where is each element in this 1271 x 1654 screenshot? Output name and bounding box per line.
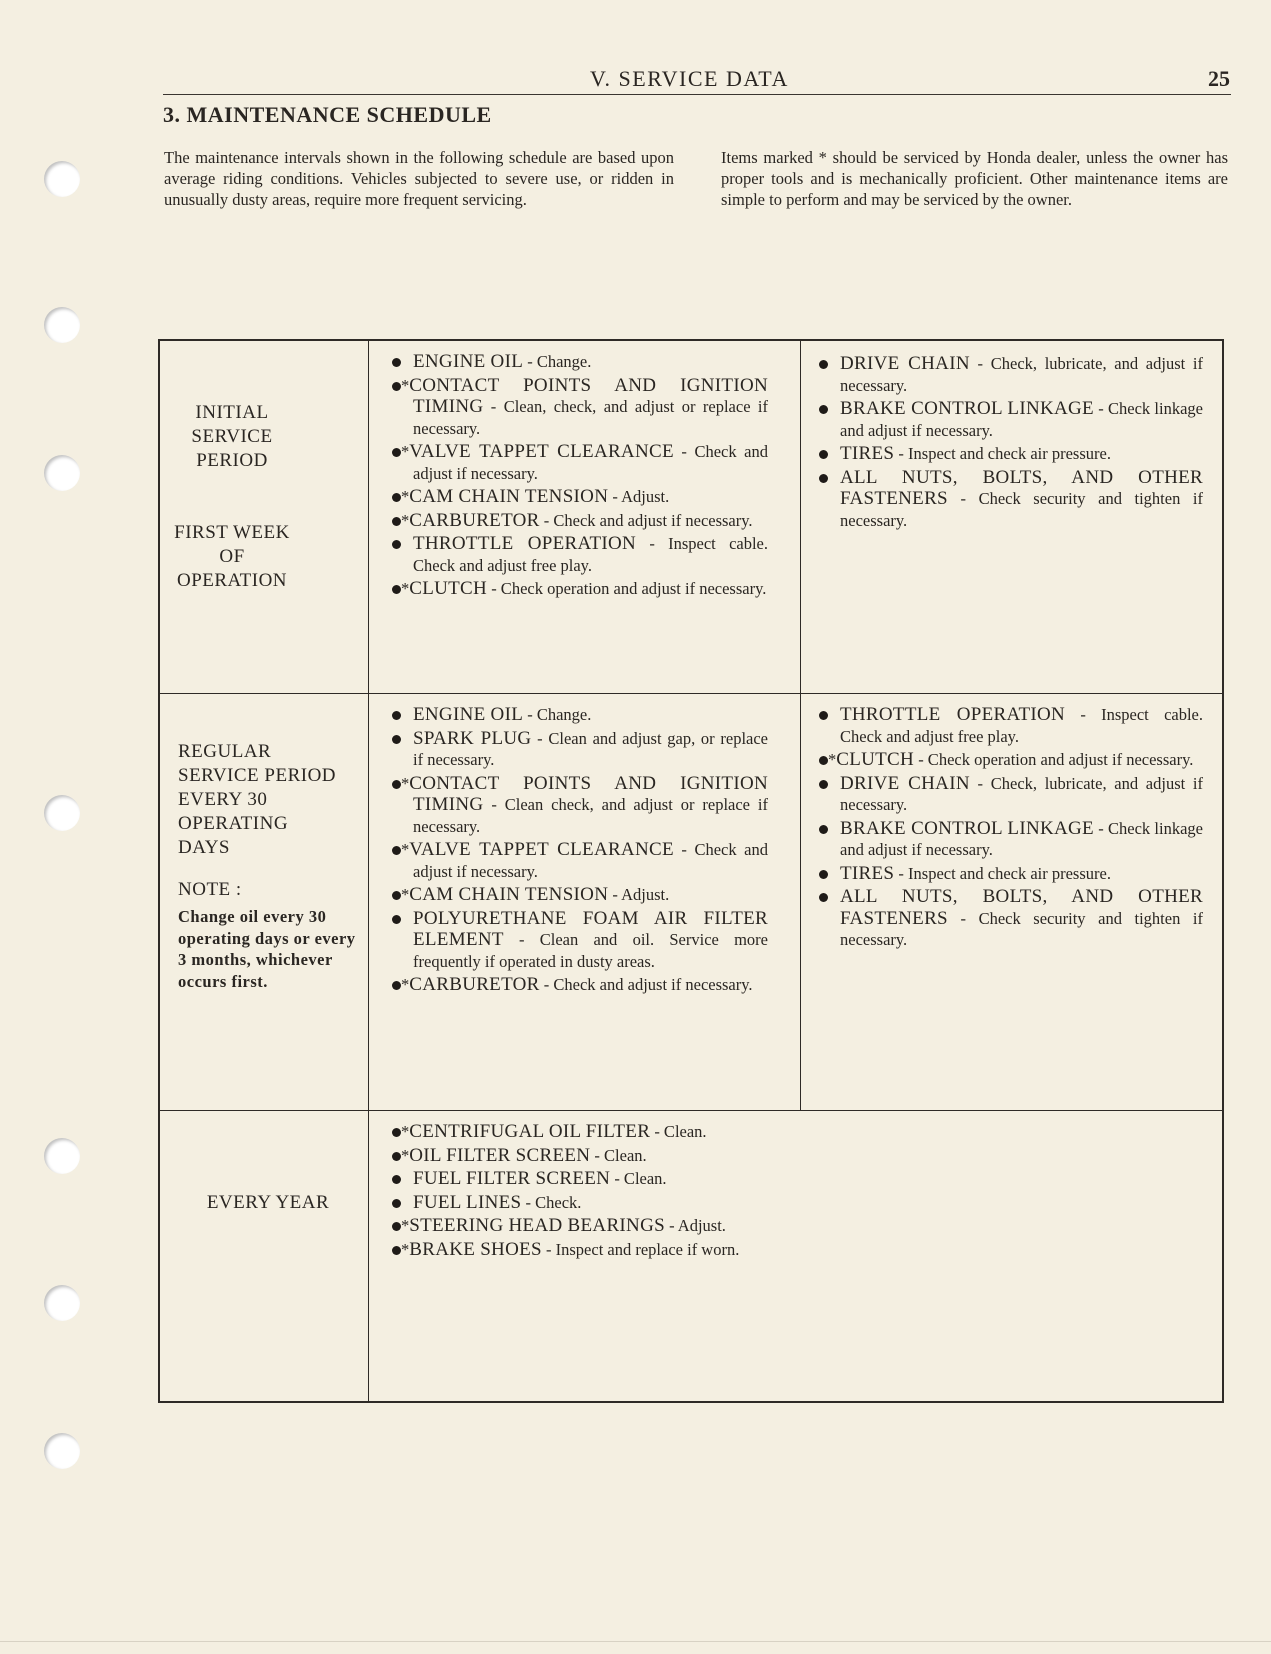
period-label-yearly: EVERY YEAR [206,1192,330,1213]
item-instruction: - Check linkage and adjust if necessary. [840,818,1203,859]
maintenance-schedule-table [158,339,1224,1403]
binder-hole [44,1433,80,1469]
bullet-icon [819,360,828,369]
bullet-icon [392,891,401,900]
item-instruction: - Check and adjust if necessary. [413,840,768,881]
item-name: CLUTCH [409,578,488,599]
bullet-icon [392,1152,401,1161]
dealer-service-marker: * [828,750,837,769]
item-name: BRAKE CONTROL LINKAGE [840,398,1094,419]
item-instruction: - Inspect and check air pressure. [894,444,1111,463]
item-name: FUEL FILTER SCREEN [413,1168,611,1189]
bullet-icon [392,780,401,789]
item-name: THROTTLE OPERATION [413,533,637,554]
schedule-item [388,578,768,600]
item-name: SPARK PLUG [413,727,532,749]
schedule-item [388,375,768,440]
bullet-icon [392,585,401,594]
item-instruction: - Inspect cable. Check and adjust free play. [840,705,1203,746]
bullet-icon [392,382,401,391]
item-name: POLYURETHANE FOAM AIR FILTER ELEMENT [413,907,768,950]
item-instruction: - Clean. [590,1145,647,1165]
item-name: CLUTCH [836,749,915,770]
item-instruction: - Check and adjust if necessary. [413,442,768,483]
item-name: THROTTLE OPERATION [840,704,1066,725]
item-instruction: - Clean. [650,1122,707,1141]
item-instruction: - Clean check, and adjust or replace if necessary. [413,795,768,836]
schedule-item [388,533,768,576]
item-name: TIRES [840,443,895,464]
binder-hole [44,1285,80,1321]
page-number: 25 [1208,66,1230,91]
dealer-service-marker: * [401,885,410,904]
schedule-item [388,441,768,484]
item-name: ENGINE OIL [413,704,524,725]
period-label-line: FIRST WEEK [174,522,290,543]
item-name: BRAKE CONTROL LINKAGE [840,817,1094,839]
period-label-line: SERVICE PERIOD [178,765,337,786]
item-instruction: - Check security and tighten if necessary. [840,489,1203,530]
dealer-service-marker: * [401,975,410,994]
period-label-line: INITIAL [195,402,269,423]
schedule-item [815,863,1203,885]
initial-items-column-1 [388,351,768,602]
item-instruction: - Inspect and replace if worn. [541,1239,740,1259]
item-instruction: - Check security and tighten if necessary. [840,908,1203,949]
item-instruction: - Check, lubricate, and adjust if necessary. [840,773,1203,814]
schedule-item [388,728,768,771]
dealer-service-marker: * [401,442,410,461]
item-name: STEERING HEAD BEARINGS [409,1215,665,1236]
item-name: OIL FILTER SCREEN [409,1144,591,1166]
dealer-service-marker: * [401,1145,410,1165]
schedule-item [815,818,1203,861]
bullet-icon [819,780,828,789]
bullet-icon [392,517,401,526]
period-label-line: DAYS [178,837,230,858]
period-label-line: REGULAR [178,741,272,762]
item-instruction: - Check operation and adjust if necessary. [487,579,767,598]
bullet-icon [819,711,828,720]
schedule-item [388,704,768,726]
bullet-icon [392,1175,401,1184]
item-name: CAM CHAIN TENSION [409,486,609,507]
item-name: TIRES [840,862,895,884]
schedule-item [815,467,1203,532]
yearly-items-column [388,1121,768,1262]
initial-items-column-2 [815,353,1203,533]
item-instruction: - Clean, check, and adjust or replace if necessary. [413,397,768,438]
period-label-line: SERVICE [191,426,273,447]
item-name: CARBURETOR [409,974,540,995]
dealer-service-marker: * [401,773,410,793]
item-name: VALVE TAPPET CLEARANCE [409,441,674,462]
item-instruction: - Check linkage and adjust if necessary. [840,399,1203,440]
item-name: CARBURETOR [409,509,540,531]
regular-items-column-2 [815,704,1203,953]
schedule-item [388,351,768,373]
schedule-item [388,1215,768,1237]
note-label: NOTE : [178,879,242,900]
period-label-initial [174,401,290,593]
item-name: BRAKE SHOES [409,1238,542,1260]
schedule-item [388,773,768,838]
item-instruction: - Clean and adjust gap, or replace if necessary. [413,728,768,769]
item-instruction: - Change. [523,352,592,371]
bullet-icon [392,1128,401,1137]
period-label-line: OF [219,546,245,567]
row-initial-service [160,341,1222,693]
schedule-item [388,974,768,996]
bullet-icon [392,915,401,924]
binder-hole [44,455,80,491]
schedule-item [815,886,1203,951]
schedule-item [388,1121,768,1143]
intro-left-paragraph: The maintenance intervals shown in the following schedule are based upon average riding conditions. Vehicles subjected to severe use, or ridden in unusually dusty areas, require more frequent servicing. [164,148,674,209]
bullet-icon [392,1199,401,1208]
schedule-item [815,353,1203,396]
item-instruction: - Check operation and adjust if necessary. [914,750,1194,769]
item-name: CAM CHAIN TENSION [409,884,609,905]
schedule-item [388,510,768,532]
section-title: 3. MAINTENANCE SCHEDULE [163,102,492,127]
bullet-icon [392,846,401,855]
item-instruction: - Check and adjust if necessary. [539,975,753,994]
row-regular-service [160,693,1222,1110]
bullet-icon [392,981,401,990]
period-label-line: OPERATING [178,813,289,834]
intro-right-paragraph: Items marked * should be serviced by Honda dealer, unless the owner has proper tools and is mechanically proficient. Other maintenance items are simple to perform and may be serviced by the owner. [721,148,1228,209]
schedule-item [388,1239,768,1261]
schedule-item [388,839,768,882]
schedule-item [388,908,768,973]
bullet-icon [392,735,401,744]
binder-hole [44,795,80,831]
dealer-service-marker: * [401,510,410,530]
header-rule [163,94,1231,95]
page-bottom-edge [0,1641,1271,1642]
dealer-service-marker: * [401,1239,410,1259]
item-name: ALL NUTS, BOLTS, AND OTHER FASTENERS [840,886,1203,929]
bullet-icon [819,893,828,902]
bullet-icon [819,825,828,834]
item-instruction: - Inspect and check air pressure. [894,863,1111,883]
schedule-item [815,749,1203,771]
schedule-item [815,704,1203,747]
schedule-item [815,398,1203,441]
schedule-item [388,486,768,508]
item-name: CONTACT POINTS AND IGNITION TIMING [409,374,768,417]
schedule-item [815,773,1203,816]
item-instruction: - Clean and oil. Service more frequently if operated in dusty areas. [413,930,768,971]
bullet-icon [392,493,401,502]
dealer-service-marker: * [401,1216,410,1235]
dealer-service-marker: * [401,375,410,395]
item-instruction: - Check and adjust if necessary. [539,510,753,530]
period-label-line: PERIOD [196,450,268,471]
binder-hole [44,161,80,197]
row-every-year [160,1110,1222,1401]
dealer-service-marker: * [401,1122,410,1141]
schedule-item [388,884,768,906]
regular-items-column-1 [388,704,768,998]
bullet-icon [392,1222,401,1231]
item-instruction: - Change. [523,705,592,724]
period-label-line: EVERY 30 [178,789,268,810]
item-name: ENGINE OIL [413,351,524,372]
item-name: DRIVE CHAIN [840,772,970,794]
period-label-regular [178,740,364,992]
period-label-line: OPERATION [176,570,288,591]
item-name: FUEL LINES [413,1191,522,1213]
schedule-item [388,1145,768,1167]
bullet-icon [392,358,401,367]
item-instruction: - Adjust. [608,885,670,904]
bullet-icon [819,756,828,765]
schedule-item [388,1192,768,1214]
bullet-icon [819,450,828,459]
bullet-icon [819,870,828,879]
item-instruction: - Adjust. [608,487,670,506]
item-name: ALL NUTS, BOLTS, AND OTHER FASTENERS [840,466,1203,509]
dealer-service-marker: * [401,487,410,506]
item-instruction: - Clean. [610,1169,667,1188]
item-instruction: - Check, lubricate, and adjust if necessary. [840,354,1203,395]
binder-hole [44,1138,80,1174]
bullet-icon [819,405,828,414]
note-text: Change oil every 30 operating days or every 3 months, whichever occurs first. [178,907,356,991]
bullet-icon [392,540,401,549]
bullet-icon [392,1246,401,1255]
dealer-service-marker: * [401,840,410,859]
item-name: CENTRIFUGAL OIL FILTER [409,1121,651,1142]
dealer-service-marker: * [401,579,410,598]
item-instruction: - Inspect cable. Check and adjust free play. [413,534,768,575]
item-name: DRIVE CHAIN [840,353,970,374]
schedule-item [388,1168,768,1190]
item-name: VALVE TAPPET CLEARANCE [409,839,674,860]
schedule-item [815,443,1203,465]
item-instruction: - Adjust. [664,1216,726,1235]
bullet-icon [392,448,401,457]
item-name: CONTACT POINTS AND IGNITION TIMING [409,772,768,815]
bullet-icon [392,711,401,720]
binder-hole [44,307,80,343]
header-title: V. SERVICE DATA [590,66,789,91]
item-instruction: - Check. [521,1192,582,1212]
bullet-icon [819,474,828,483]
